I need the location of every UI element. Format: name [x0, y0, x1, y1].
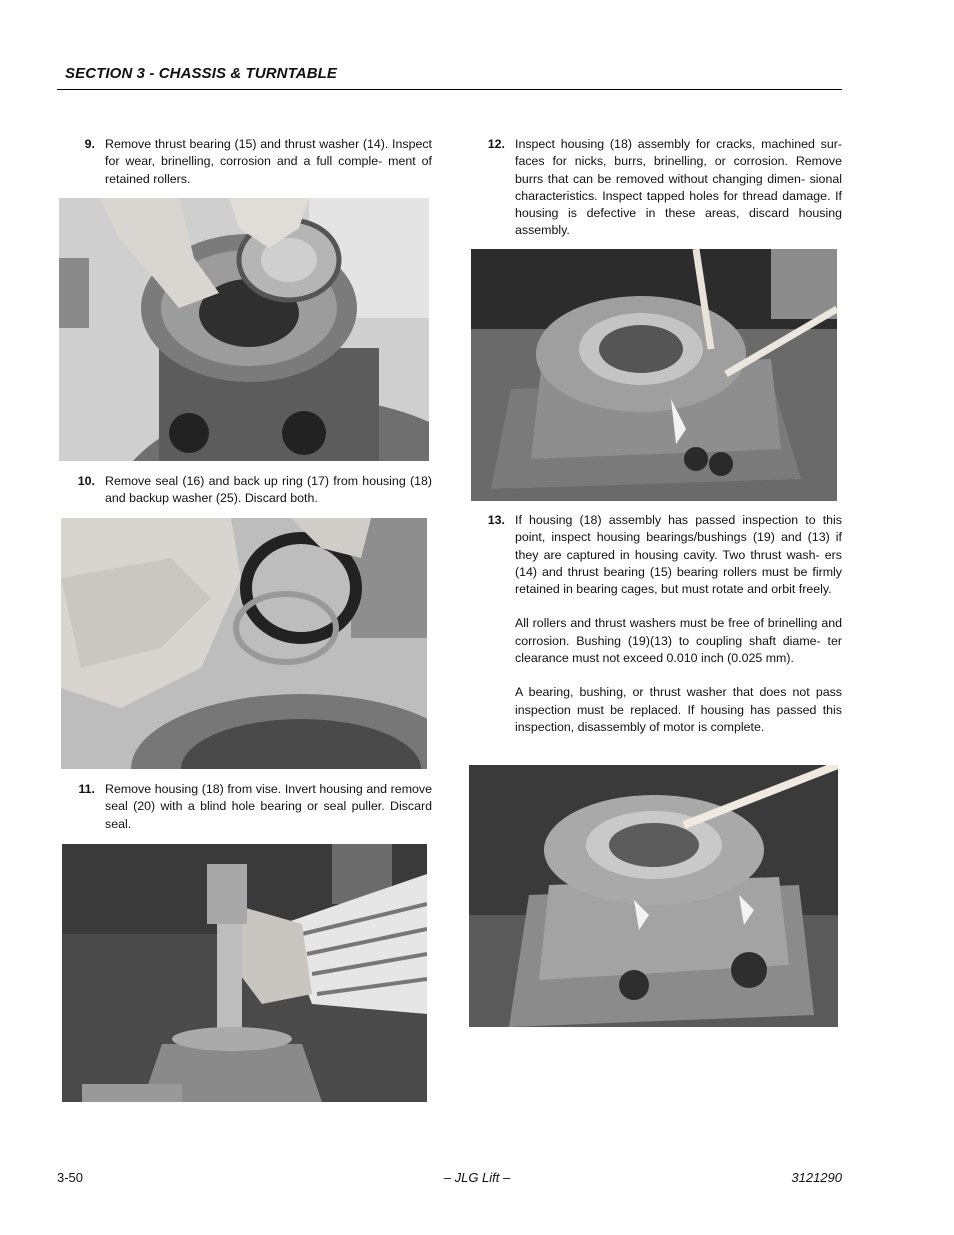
step-12 — [487, 136, 842, 240]
step-number: 10. — [77, 474, 95, 488]
photo-seal-puller — [62, 844, 427, 1102]
step-text: All rollers and thrust washers must be free of brinelling and corrosion. Bushing (19)(13) to coupling shaft diame- ter clearance must not exceed 0.010 inch (0.025 mm). — [515, 616, 842, 666]
header-rule — [57, 89, 842, 90]
step-13 — [487, 512, 842, 736]
step-text: A bearing, bushing, or thrust washer that does not pass inspection must be replaced. If housing has passed this inspection, disassembly of motor is complete. — [515, 685, 842, 734]
photo-housing-inspection — [471, 249, 837, 501]
step-number: 9. — [84, 137, 95, 151]
step-number: 13. — [487, 513, 505, 527]
photo-thrust-bearing-removal — [59, 198, 429, 461]
step-text: If housing (18) assembly has passed inspection to this point, inspect housing bearings/bushings (19) and (13) if they are captured in housing cavity. Two thrust wash- ers (14) and thrust bearing (15) bearing rollers must be firmly retained in bearing cages, but must rotate and orbit freely. — [515, 513, 842, 597]
step-11 — [78, 781, 432, 833]
step-text: Remove housing (18) from vise. Invert housing and remove seal (20) with a blind hole bearing or seal puller. Discard seal. — [105, 782, 432, 831]
step-9 — [84, 136, 432, 188]
step-number: 11. — [78, 782, 95, 796]
photo-seal-removal — [61, 518, 427, 769]
photo-housing-final-inspection — [469, 765, 838, 1027]
step-text: Inspect housing (18) assembly for cracks, machined sur- faces for nicks, burrs, brinelling, or corrosion. Remove burrs that can be removed without changing dimen- sional characteristics. Inspect tapped holes for thread damage. If housing is defective in these areas, discard housing assembly. — [515, 137, 842, 238]
section-title: SECTION 3 - CHASSIS & TURNTABLE — [65, 65, 338, 82]
document-number: 3121290 — [791, 1170, 842, 1185]
page-number: 3-50 — [57, 1170, 84, 1185]
step-text: Remove seal (16) and back up ring (17) from housing (18) and backup washer (25). Discard both. — [105, 474, 432, 506]
step-10 — [77, 473, 432, 508]
step-number: 12. — [487, 137, 505, 151]
footer-brand: – JLG Lift – — [443, 1170, 511, 1185]
step-text: Remove thrust bearing (15) and thrust washer (14). Inspect for wear, brinelling, corrosion and a full comple- ment of retained rollers. — [105, 137, 432, 186]
